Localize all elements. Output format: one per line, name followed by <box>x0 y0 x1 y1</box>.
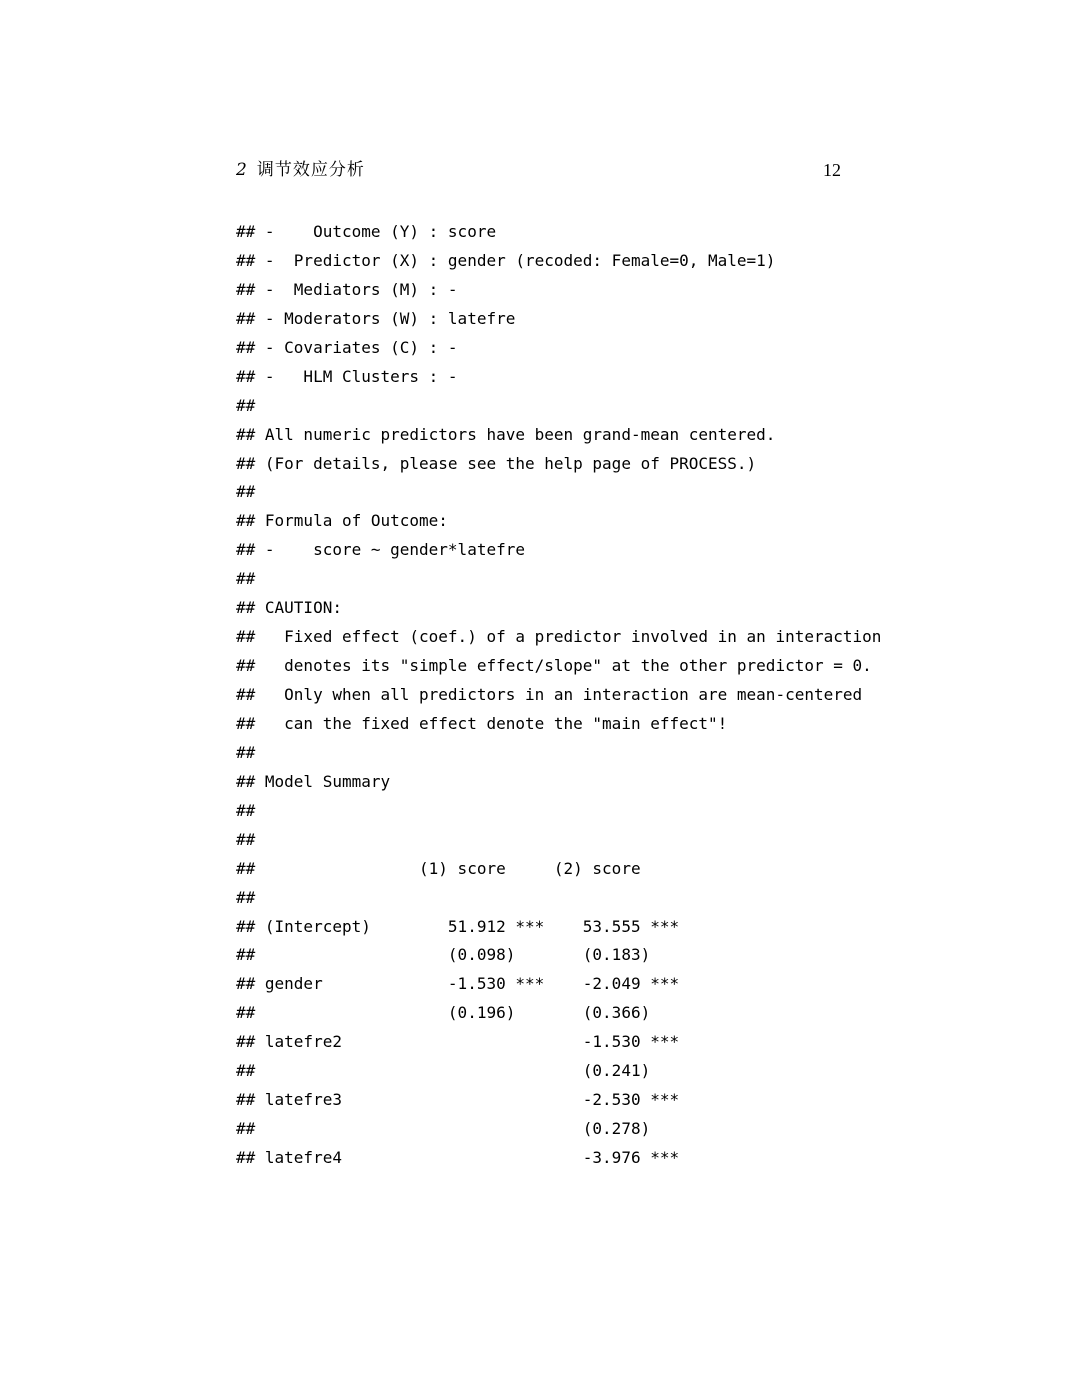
code-line-formula-heading: ## Formula of Outcome: <box>236 511 448 531</box>
code-line-mediators: ## - Mediators (M) : - <box>236 279 458 299</box>
table-row-intercept-se: ## (0.098) (0.183) <box>236 945 651 965</box>
code-line-caution-text: ## Only when all predictors in an interaction are mean-centered <box>236 685 863 704</box>
page-header <box>0 157 1080 183</box>
table-row-intercept: ## (Intercept) 51.912 *** 53.555 *** <box>236 916 680 936</box>
table-header-row: ## (1) score (2) score <box>236 858 641 878</box>
code-line-predictor: ## - Predictor (X) : gender (recoded: Female=0, Male=1) <box>236 250 776 270</box>
code-line-centering-note: ## All numeric predictors have been grand-mean centered. <box>236 424 776 444</box>
code-line-outcome: ## - Outcome (Y) : score <box>236 222 497 241</box>
code-line-covariates: ## - Covariates (C) : - <box>236 337 458 357</box>
chapter-number: 2 <box>236 160 247 180</box>
code-line-blank: ## <box>236 395 256 415</box>
code-line-blank: ## <box>236 742 256 762</box>
table-row-gender: ## gender -1.530 *** -2.049 *** <box>236 974 680 994</box>
code-line-blank: ## <box>236 829 256 849</box>
table-row-gender-se: ## (0.196) (0.366) <box>236 1003 651 1023</box>
code-line-caution-heading: ## CAUTION: <box>236 598 342 618</box>
code-line-hlm-clusters: ## - HLM Clusters : - <box>236 366 458 386</box>
code-line-blank: ## <box>236 482 256 502</box>
page-number: 12 <box>823 160 841 180</box>
code-line-caution-text: ## Fixed effect (coef.) of a predictor involved in an interaction <box>236 627 882 647</box>
table-row-latefre4: ## latefre4 -3.976 *** <box>236 1148 680 1167</box>
code-output-block <box>236 218 881 1173</box>
code-line-details-note: ## (For details, please see the help page of PROCESS.) <box>236 453 757 473</box>
code-line-blank: ## <box>236 800 256 820</box>
code-line-caution-text: ## denotes its "simple effect/slope" at the other predictor = 0. <box>236 656 872 676</box>
running-head <box>236 157 365 183</box>
code-line-model-summary-heading: ## Model Summary <box>236 771 391 791</box>
table-row-latefre2: ## latefre2 -1.530 *** <box>236 1032 680 1052</box>
table-row-latefre3: ## latefre3 -2.530 *** <box>236 1090 680 1110</box>
table-row-latefre3-se: ## (0.278) <box>236 1119 651 1139</box>
code-line-blank: ## <box>236 569 256 589</box>
code-line-moderators: ## - Moderators (W) : latefre <box>236 308 516 328</box>
table-row-latefre2-se: ## (0.241) <box>236 1061 651 1081</box>
code-line-formula: ## - score ~ gender*latefre <box>236 540 525 560</box>
code-line-caution-text: ## can the fixed effect denote the "main effect"! <box>236 713 728 733</box>
chapter-title: 调节效应分析 <box>256 160 365 180</box>
code-line-blank: ## <box>236 887 256 907</box>
